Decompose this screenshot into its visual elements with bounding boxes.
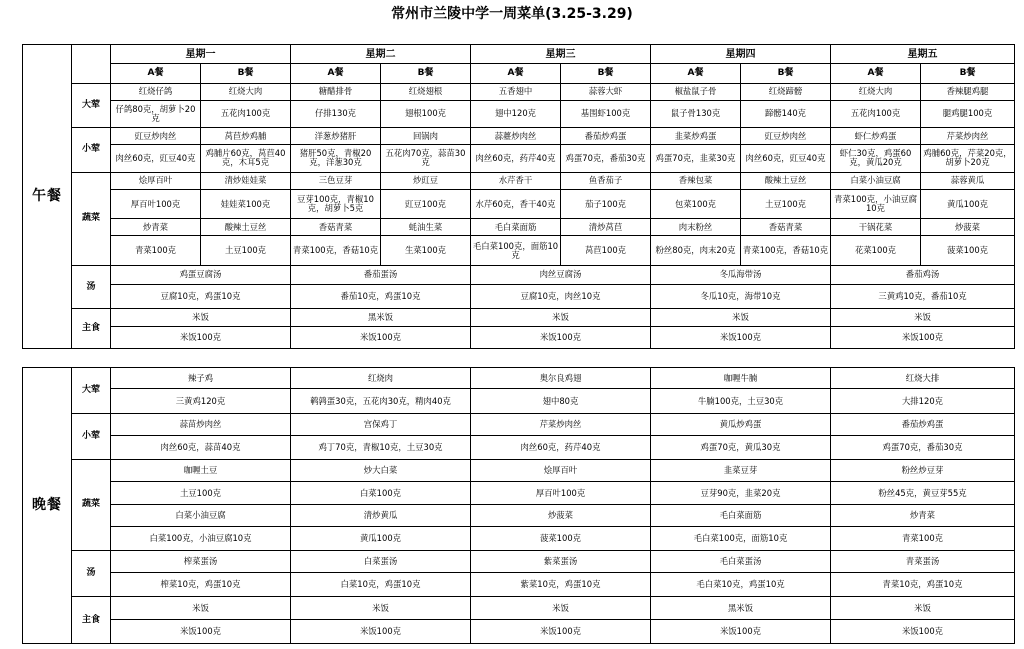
dish-ingredients: 五花肉100克 — [831, 100, 921, 127]
dish-ingredients: 土豆100克 — [111, 482, 291, 505]
dish-name: 蒜薹炒肉丝 — [471, 128, 561, 145]
day-header: 星期五 — [831, 45, 1015, 64]
dish-name: 番茄炒鸡蛋 — [831, 414, 1015, 435]
dish-ingredients: 白菜10克，鸡蛋10克 — [291, 573, 471, 597]
dish-ingredients: 菠菜100克 — [471, 526, 651, 550]
dish-name: 炒青菜 — [831, 505, 1015, 526]
dish-ingredients: 番茄10克，鸡蛋10克 — [291, 285, 471, 309]
dish-name: 黑米饭 — [651, 597, 831, 619]
dish-name: 蒜蓉黄瓜 — [921, 172, 1015, 189]
dish-ingredients: 豆芽90克，韭菜20克 — [651, 482, 831, 505]
dish-ingredients: 黄瓜100克 — [921, 189, 1015, 218]
dish-name: 炒豇豆 — [381, 172, 471, 189]
dish-name: 毛白菜蛋汤 — [651, 550, 831, 572]
day-header: 星期一 — [111, 45, 291, 64]
dish-ingredients: 粉丝80克，肉末20克 — [651, 236, 741, 265]
section-label-dazhun: 大荤 — [72, 83, 111, 128]
dish-name: 紫菜蛋汤 — [471, 550, 651, 572]
dish-name: 粉丝炒豆芽 — [831, 459, 1015, 481]
dish-name: 冬瓜海带汤 — [651, 265, 831, 284]
dish-ingredients: 紫菜10克，鸡蛋10克 — [471, 573, 651, 597]
dish-name: 清炒莴苣 — [561, 219, 651, 236]
dish-name: 炒菠菜 — [921, 219, 1015, 236]
dish-name: 烩厚百叶 — [111, 172, 201, 189]
dish-ingredients: 黄瓜100克 — [291, 526, 471, 550]
dish-name: 白菜小油豆腐 — [831, 172, 921, 189]
table-row — [23, 482, 1015, 505]
dish-ingredients: 茄子100克 — [561, 189, 651, 218]
dish-name: 米饭 — [831, 309, 1015, 326]
dish-name: 鱼香茄子 — [561, 172, 651, 189]
dish-name: 米饭 — [831, 597, 1015, 619]
section-label-dazhun: 大荤 — [72, 368, 111, 414]
dish-name: 红烧大肉 — [831, 83, 921, 100]
section-label-zhushi: 主食 — [72, 597, 111, 644]
dish-name: 香辣包菜 — [651, 172, 741, 189]
dish-name: 酸辣土豆丝 — [741, 172, 831, 189]
dish-name: 红烧翅根 — [381, 83, 471, 100]
dish-name: 干锅花菜 — [831, 219, 921, 236]
table-row — [23, 326, 1015, 348]
meal-label-dinner: 晚餐 — [23, 368, 72, 644]
dish-name: 毛白菜面筋 — [471, 219, 561, 236]
section-label-xiaohun: 小荤 — [72, 414, 111, 459]
dish-ingredients: 厚百叶100克 — [111, 189, 201, 218]
dish-name: 红烧大排 — [831, 368, 1015, 389]
dish-name: 咖喱土豆 — [111, 459, 291, 481]
dish-name: 肉末粉丝 — [651, 219, 741, 236]
page-title: 常州市兰陵中学一周菜单(3.25-3.29) — [391, 6, 633, 22]
dish-ingredients: 榨菜10克，鸡蛋10克 — [111, 573, 291, 597]
dish-ingredients: 鸡脯60克，芹菜20克，胡萝卜20克 — [921, 145, 1015, 172]
dish-name: 香辣腿鸡腿 — [921, 83, 1015, 100]
table-row — [23, 172, 1015, 189]
dish-ingredients: 米饭100克 — [831, 619, 1015, 643]
table-row — [23, 389, 1015, 414]
dish-ingredients: 豇豆100克 — [381, 189, 471, 218]
table-row — [23, 550, 1015, 572]
dish-ingredients: 米饭100克 — [291, 326, 471, 348]
header-blank-cell — [72, 45, 111, 84]
table-row — [23, 597, 1015, 619]
dish-ingredients: 包菜100克 — [651, 189, 741, 218]
dish-ingredients: 腿鸡腿100克 — [921, 100, 1015, 127]
dish-name: 芹菜炒肉丝 — [921, 128, 1015, 145]
dinner-menu-table — [22, 367, 1015, 644]
table-row — [23, 573, 1015, 597]
table-row — [23, 100, 1015, 127]
dish-name: 烩厚百叶 — [471, 459, 651, 481]
dish-name: 香菇青菜 — [291, 219, 381, 236]
dish-name: 香菇青菜 — [741, 219, 831, 236]
dish-ingredients: 米饭100克 — [111, 619, 291, 643]
dish-ingredients: 肉丝60克，药芹40克 — [471, 435, 651, 459]
dish-ingredients: 基围虾100克 — [561, 100, 651, 127]
dish-ingredients: 白菜100克 — [291, 482, 471, 505]
dish-ingredients: 米饭100克 — [471, 326, 651, 348]
dish-ingredients: 鸡蛋70克，番茄30克 — [561, 145, 651, 172]
dish-name: 米饭 — [111, 309, 291, 326]
dish-ingredients: 猪肝50克，青椒20克，洋葱30克 — [291, 145, 381, 172]
dish-ingredients: 鸡蛋70克，黄瓜30克 — [651, 435, 831, 459]
dish-name: 豇豆炒肉丝 — [111, 128, 201, 145]
dish-name: 宫保鸡丁 — [291, 414, 471, 435]
dish-ingredients: 肉丝60克，豇豆40克 — [111, 145, 201, 172]
dish-ingredients: 米饭100克 — [651, 619, 831, 643]
dish-ingredients: 毛白菜100克，面筋10克 — [651, 526, 831, 550]
table-row — [23, 459, 1015, 481]
dish-name: 洋葱炒猪肝 — [291, 128, 381, 145]
dish-ingredients: 豆腐10克，肉丝10克 — [471, 285, 651, 309]
section-label-zhushi: 主食 — [72, 309, 111, 349]
dish-name: 番茄蛋汤 — [291, 265, 471, 284]
dish-ingredients: 鼠子骨130克 — [651, 100, 741, 127]
set-a-header: A餐 — [651, 64, 741, 83]
dish-ingredients: 三黄鸡10克，番茄10克 — [831, 285, 1015, 309]
dish-ingredients: 青菜100克 — [831, 526, 1015, 550]
dish-ingredients: 生菜100克 — [381, 236, 471, 265]
table-row — [23, 219, 1015, 236]
dish-name: 蚝油生菜 — [381, 219, 471, 236]
dish-name: 白菜小油豆腐 — [111, 505, 291, 526]
table-row — [23, 265, 1015, 284]
dish-ingredients: 鹌鹑蛋30克，五花肉30克，精肉40克 — [291, 389, 471, 414]
dish-ingredients: 米饭100克 — [831, 326, 1015, 348]
dish-name: 芹菜炒肉丝 — [471, 414, 651, 435]
dish-name: 红烧大肉 — [201, 83, 291, 100]
dish-name: 米饭 — [291, 597, 471, 619]
meal-label-lunch: 午餐 — [23, 45, 72, 349]
dish-name: 咖喱牛腩 — [651, 368, 831, 389]
dish-ingredients: 虾仁30克，鸡蛋60克，黄瓜20克 — [831, 145, 921, 172]
dish-ingredients: 豆腐10克，鸡蛋10克 — [111, 285, 291, 309]
set-b-header: B餐 — [741, 64, 831, 83]
dish-name: 莴苣炒鸡脯 — [201, 128, 291, 145]
table-row — [23, 64, 1015, 83]
section-label-tang: 汤 — [72, 265, 111, 309]
dish-ingredients: 青菜100克，香菇10克 — [291, 236, 381, 265]
dish-ingredients: 莴苣100克 — [561, 236, 651, 265]
dish-ingredients: 翅根100克 — [381, 100, 471, 127]
set-a-header: A餐 — [111, 64, 201, 83]
dish-ingredients: 肉丝60克，蒜苗40克 — [111, 435, 291, 459]
lunch-menu-table — [22, 44, 1015, 349]
dish-ingredients: 三黄鸡120克 — [111, 389, 291, 414]
dish-name: 糖醋排骨 — [291, 83, 381, 100]
dish-name: 黑米饭 — [291, 309, 471, 326]
dish-name: 红烧肉 — [291, 368, 471, 389]
dish-ingredients: 米饭100克 — [471, 619, 651, 643]
dish-name: 米饭 — [471, 597, 651, 619]
table-row — [23, 368, 1015, 389]
dish-name: 酸辣土豆丝 — [201, 219, 291, 236]
dish-ingredients: 五花肉70克，蒜苗30克 — [381, 145, 471, 172]
table-row — [23, 285, 1015, 309]
dish-name: 回锅肉 — [381, 128, 471, 145]
dish-ingredients: 米饭100克 — [291, 619, 471, 643]
dish-name: 榨菜蛋汤 — [111, 550, 291, 572]
dish-name: 奥尔良鸡翅 — [471, 368, 651, 389]
dish-ingredients: 肉丝60克，豇豆40克 — [741, 145, 831, 172]
dish-ingredients: 毛白菜10克，鸡蛋10克 — [651, 573, 831, 597]
dish-name: 炒菠菜 — [471, 505, 651, 526]
day-header: 星期三 — [471, 45, 651, 64]
dish-name: 虾仁炒鸡蛋 — [831, 128, 921, 145]
dish-name: 炒青菜 — [111, 219, 201, 236]
section-label-shucai: 蔬菜 — [72, 172, 111, 265]
dish-ingredients: 翅中120克 — [471, 100, 561, 127]
dish-ingredients: 土豆100克 — [201, 236, 291, 265]
dish-name: 红烧蹄髈 — [741, 83, 831, 100]
dish-name: 韭菜炒鸡蛋 — [651, 128, 741, 145]
dish-ingredients: 鸡蛋70克，韭菜30克 — [651, 145, 741, 172]
section-label-tang: 汤 — [72, 550, 111, 596]
dish-name: 辣子鸡 — [111, 368, 291, 389]
dish-ingredients: 牛腩100克，土豆30克 — [651, 389, 831, 414]
section-label-shucai: 蔬菜 — [72, 459, 111, 550]
dish-name: 水芹香干 — [471, 172, 561, 189]
table-row — [23, 236, 1015, 265]
dish-name: 清炒黄瓜 — [291, 505, 471, 526]
dish-name: 蒜苗炒肉丝 — [111, 414, 291, 435]
dish-name: 番茄炒鸡蛋 — [561, 128, 651, 145]
dish-ingredients: 仔鸽80克，胡萝卜20克 — [111, 100, 201, 127]
dish-name: 豇豆炒肉丝 — [741, 128, 831, 145]
dish-name: 椒盐鼠子骨 — [651, 83, 741, 100]
dish-name: 肉丝豆腐汤 — [471, 265, 651, 284]
day-header: 星期二 — [291, 45, 471, 64]
table-row — [23, 128, 1015, 145]
dish-name: 青菜蛋汤 — [831, 550, 1015, 572]
dish-ingredients: 青菜100克，香菇10克 — [741, 236, 831, 265]
dish-ingredients: 米饭100克 — [651, 326, 831, 348]
dish-name: 清炒娃娃菜 — [201, 172, 291, 189]
dish-name: 炒大白菜 — [291, 459, 471, 481]
table-row — [23, 435, 1015, 459]
dish-name: 蒜蓉大虾 — [561, 83, 651, 100]
set-a-header: A餐 — [831, 64, 921, 83]
set-a-header: A餐 — [471, 64, 561, 83]
table-row — [23, 145, 1015, 172]
dish-ingredients: 大排120克 — [831, 389, 1015, 414]
table-row — [23, 619, 1015, 643]
dish-ingredients: 肉丝60克，药芹40克 — [471, 145, 561, 172]
table-row — [23, 414, 1015, 435]
table-row — [23, 505, 1015, 526]
dish-name: 毛白菜面筋 — [651, 505, 831, 526]
dish-ingredients: 五花肉100克 — [201, 100, 291, 127]
dish-name: 白菜蛋汤 — [291, 550, 471, 572]
table-row — [23, 309, 1015, 326]
dish-ingredients: 鸡蛋70克，番茄30克 — [831, 435, 1015, 459]
set-a-header: A餐 — [291, 64, 381, 83]
section-label-xiaohun: 小荤 — [72, 128, 111, 173]
dish-name: 黄瓜炒鸡蛋 — [651, 414, 831, 435]
dish-ingredients: 白菜100克，小油豆腐10克 — [111, 526, 291, 550]
table-row — [23, 189, 1015, 218]
set-b-header: B餐 — [561, 64, 651, 83]
dish-ingredients: 青菜100克 — [111, 236, 201, 265]
set-b-header: B餐 — [921, 64, 1015, 83]
dish-ingredients: 土豆100克 — [741, 189, 831, 218]
dish-ingredients: 毛白菜100克，面筋10克 — [471, 236, 561, 265]
dish-ingredients: 仔排130克 — [291, 100, 381, 127]
dish-name: 鸡蛋豆腐汤 — [111, 265, 291, 284]
dish-name: 韭菜豆芽 — [651, 459, 831, 481]
dish-ingredients: 青菜10克，鸡蛋10克 — [831, 573, 1015, 597]
dish-ingredients: 粉丝45克，黄豆芽55克 — [831, 482, 1015, 505]
dish-ingredients: 菠菜100克 — [921, 236, 1015, 265]
dish-ingredients: 青菜100克，小油豆腐10克 — [831, 189, 921, 218]
dish-name: 米饭 — [471, 309, 651, 326]
day-header: 星期四 — [651, 45, 831, 64]
dish-name: 五香翅中 — [471, 83, 561, 100]
dish-name: 米饭 — [111, 597, 291, 619]
dish-ingredients: 鸡丁70克，青椒10克，土豆30克 — [291, 435, 471, 459]
table-row — [23, 83, 1015, 100]
dish-ingredients: 厚百叶100克 — [471, 482, 651, 505]
set-b-header: B餐 — [201, 64, 291, 83]
dish-ingredients: 豆芽100克，青椒10克，胡萝卜5克 — [291, 189, 381, 218]
dish-name: 红烧仔鸽 — [111, 83, 201, 100]
set-b-header: B餐 — [381, 64, 471, 83]
dish-name: 三色豆芽 — [291, 172, 381, 189]
dish-ingredients: 花菜100克 — [831, 236, 921, 265]
dish-name: 番茄鸡汤 — [831, 265, 1015, 284]
dish-ingredients: 娃娃菜100克 — [201, 189, 291, 218]
dish-ingredients: 鸡脯片60克，莴苣40克，木耳5克 — [201, 145, 291, 172]
dish-ingredients: 米饭100克 — [111, 326, 291, 348]
table-row — [23, 45, 1015, 64]
dish-name: 米饭 — [651, 309, 831, 326]
table-row — [23, 526, 1015, 550]
dish-ingredients: 冬瓜10克，海带10克 — [651, 285, 831, 309]
dish-ingredients: 蹄髈140克 — [741, 100, 831, 127]
dish-ingredients: 翅中80克 — [471, 389, 651, 414]
dish-ingredients: 水芹60克，香干40克 — [471, 189, 561, 218]
